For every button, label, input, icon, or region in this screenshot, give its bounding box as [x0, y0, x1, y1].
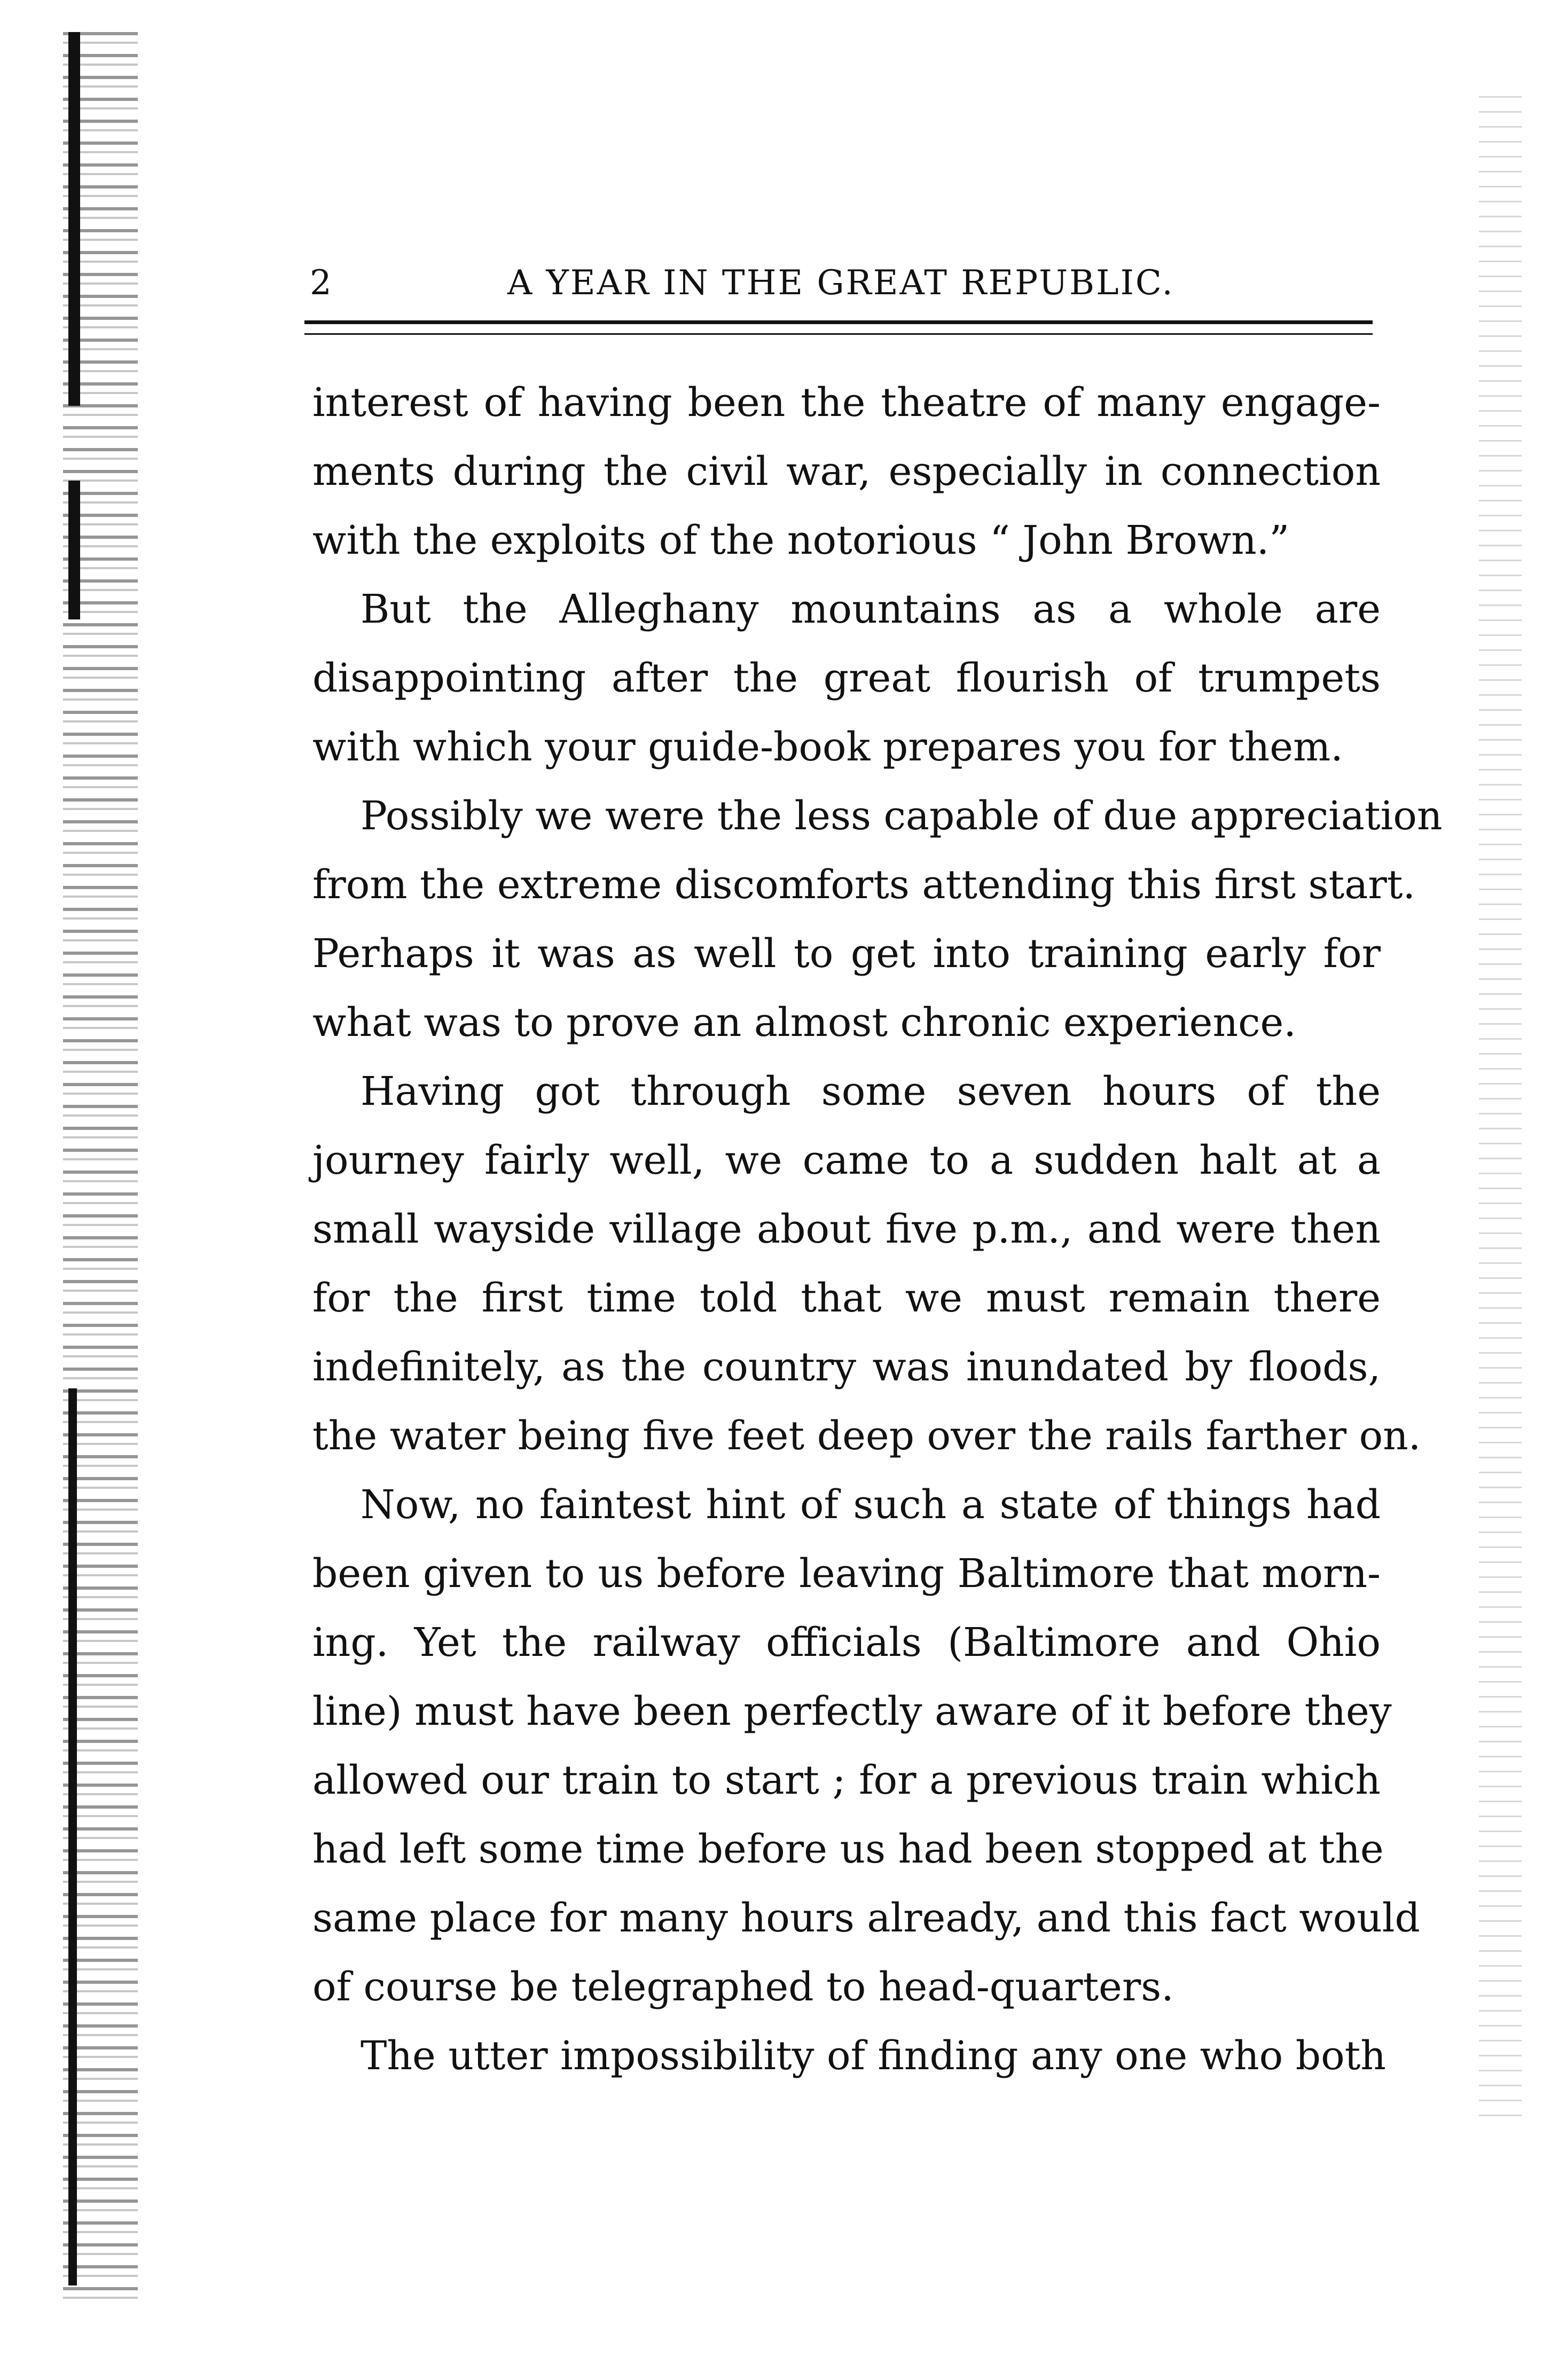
- text-line: interest of having been the theatre of many engage-: [312, 380, 1381, 426]
- text-line: of course be telegraphed to head-quarters.: [312, 1964, 1174, 2010]
- text-line: Perhaps it was as well to get into training early for: [312, 931, 1381, 977]
- text-line: what was to prove an almost chronic experience.: [312, 1000, 1296, 1046]
- text-line: ments during the civil war, especially in connection: [312, 449, 1381, 494]
- text-line: had left some time before us had been stopped at the: [312, 1826, 1384, 1872]
- text-line: But the Alleghany mountains as a whole are: [361, 586, 1381, 632]
- body-text: [312, 368, 1443, 2091]
- text-line: for the first time told that we must remain there: [312, 1275, 1381, 1321]
- text-line: with which your guide-book prepares you for them.: [312, 724, 1343, 770]
- binding-shadow-bar: [68, 481, 80, 619]
- page-number: 2: [310, 263, 332, 303]
- binding-shadow-bar: [68, 32, 80, 406]
- text-line: ing. Yet the railway officials (Baltimore and Ohio: [312, 1620, 1381, 1666]
- header-rule-thick: [304, 320, 1373, 324]
- text-line: been given to us before leaving Baltimore that morn-: [312, 1551, 1381, 1597]
- right-edge-scan-noise: [1479, 96, 1522, 2125]
- text-line: small wayside village about five p.m., and were then: [312, 1206, 1381, 1252]
- text-line: with the exploits of the notorious “ John Brown.”: [312, 517, 1290, 563]
- text-line: journey fairly well, we came to a sudden halt at a: [312, 1137, 1381, 1183]
- text-line: line) must have been perfectly aware of it before they: [312, 1688, 1392, 1734]
- text-line: Now, no faintest hint of such a state of things had: [361, 1482, 1381, 1528]
- text-line: indefinitely, as the country was inundated by floods,: [312, 1344, 1381, 1390]
- text-line: allowed our train to start ; for a previous train which: [312, 1757, 1381, 1803]
- running-head: A YEAR IN THE GREAT REPUBLIC.: [507, 263, 1174, 303]
- binding-shadow-bar: [68, 1388, 77, 2285]
- text-line: Possibly we were the less capable of due appreciation: [361, 793, 1443, 839]
- header-rule-thin: [304, 333, 1373, 335]
- text-line: from the extreme discomforts attending this first start.: [312, 862, 1415, 908]
- text-line: disappointing after the great flourish of trumpets: [312, 655, 1381, 701]
- text-line: the water being five feet deep over the rails farther on.: [312, 1413, 1421, 1459]
- text-line: Having got through some seven hours of the: [361, 1069, 1381, 1114]
- text-line: same place for many hours already, and this fact would: [312, 1895, 1420, 1941]
- page-header: [299, 251, 1346, 310]
- text-line: The utter impossibility of finding any one who both: [361, 2033, 1387, 2079]
